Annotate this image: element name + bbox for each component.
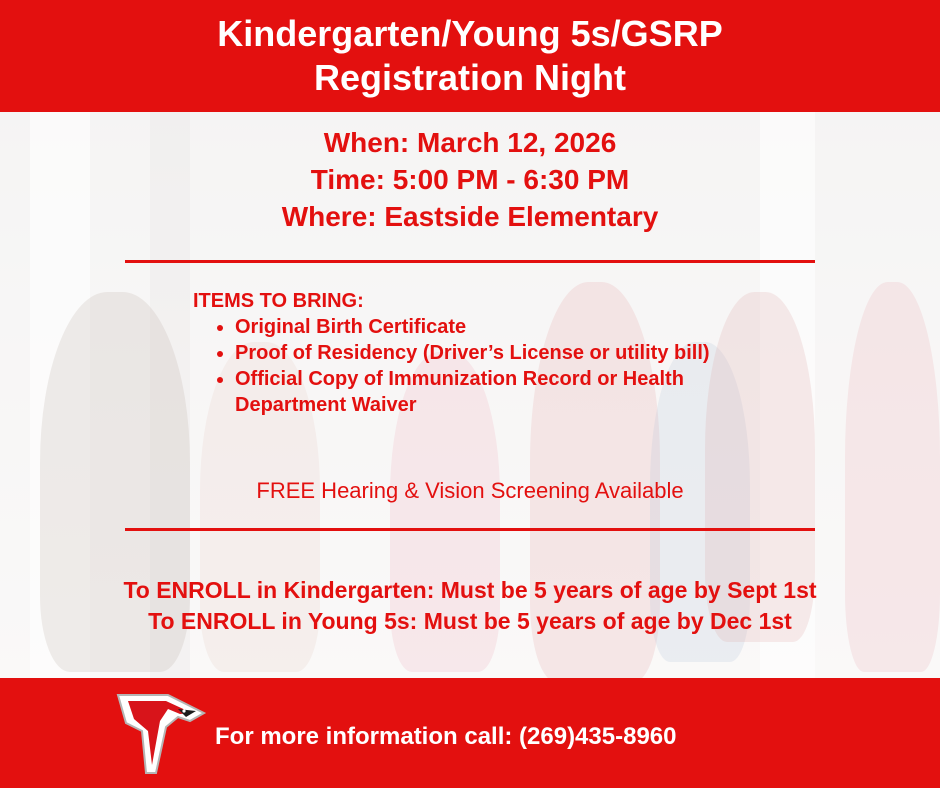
title-line-1: Kindergarten/Young 5s/GSRP: [217, 13, 723, 54]
list-item: • Official Copy of Immunization Record or Health Department Waiver: [235, 366, 755, 418]
items-list: [193, 314, 793, 418]
event-date: When: March 12, 2026: [323, 127, 617, 158]
divider-top: [125, 260, 815, 263]
enroll-young5s: To ENROLL in Young 5s: Must be 5 years of age by Dec 1st: [148, 608, 792, 634]
screening-note: FREE Hearing & Vision Screening Available: [256, 478, 684, 503]
list-item: • Original Birth Certificate: [235, 314, 793, 340]
enroll-kindergarten: To ENROLL in Kindergarten: Must be 5 years of age by Sept 1st: [123, 577, 817, 603]
falcon-logo-icon: [108, 687, 212, 779]
divider-bottom: [125, 528, 815, 531]
contact-phone[interactable]: For more information call: (269)435-8960: [215, 723, 677, 750]
title-line-2: Registration Night: [314, 57, 626, 98]
items-heading: ITEMS TO BRING:: [193, 290, 364, 312]
event-time: Time: 5:00 PM - 6:30 PM: [310, 164, 630, 195]
event-location: Where: Eastside Elementary: [281, 201, 659, 232]
items-to-bring: [193, 288, 793, 418]
list-item: • Proof of Residency (Driver’s License or utility bill): [235, 340, 735, 366]
event-details: [0, 124, 940, 235]
header-banner: [0, 0, 940, 112]
enrollment-requirements: [0, 575, 940, 637]
